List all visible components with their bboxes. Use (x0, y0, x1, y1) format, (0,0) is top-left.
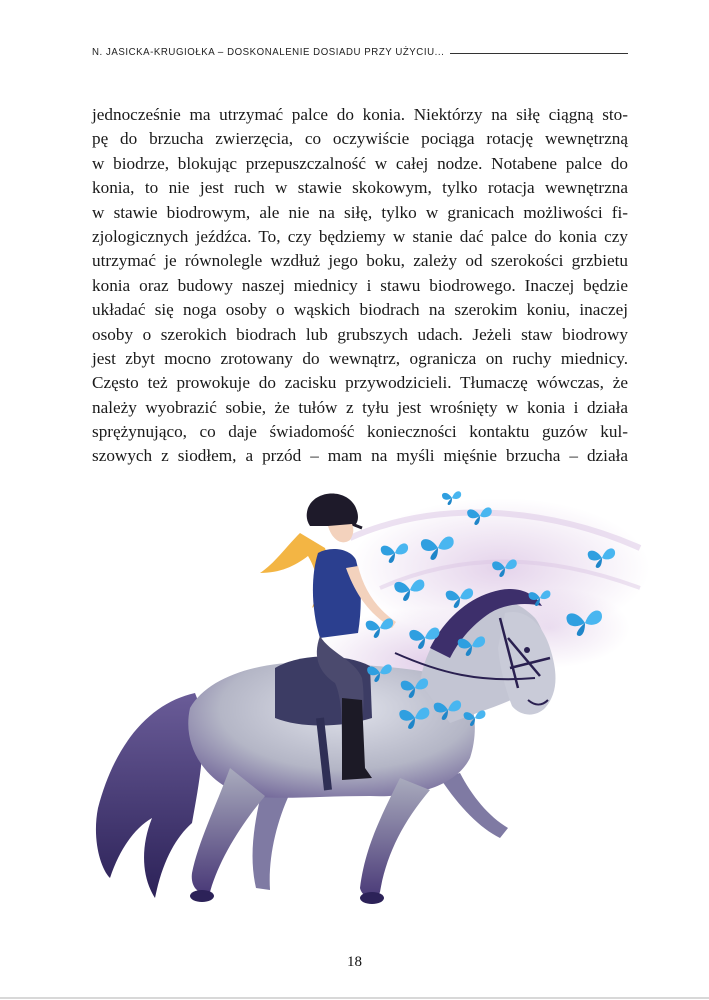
page-number: 18 (347, 954, 362, 970)
text-line: w stawie biodrowym, ale nie na siłę, tylko w granicach możliwości fi- (92, 202, 628, 222)
text-line: Często też prowokuje do zacisku przywodzicieli. Tłumaczę wówczas, że (92, 373, 628, 393)
text-line: szowych z siodłem, a przód – mam na myśli mięśnie brzucha – działa (92, 446, 628, 466)
horse-hoof (190, 890, 214, 902)
text-line: układać się noga osoby o wąskich biodrach na szerokim koniu, inaczej (92, 300, 628, 320)
running-head (92, 40, 632, 64)
text-line: w biodrze, blokując przepuszczalność w całej nodze. Notabene palce do (92, 153, 628, 173)
text-line: konia oraz budowy naszej miednicy i stawu biodrowego. Inaczej będzie (92, 275, 628, 295)
text-line: jest zbyt mocno zrotowany do wewnątrz, ogranicza on ruchy miednicy. (92, 348, 628, 368)
header-rule (450, 53, 628, 54)
text-line: sprężynująco, co daje świadomość konieczności kontaktu guzów kul- (92, 422, 628, 442)
text-line: konia, to nie jest ruch w stawie skokowym, tylko rotacja wewnętrzna (92, 178, 628, 198)
horse-rider-illustration (80, 478, 660, 926)
horse-leg-far-front (440, 773, 508, 838)
text-line: zjologicznych jeźdźca. To, czy będziemy w stanie dać palce do konia czy (92, 226, 628, 246)
running-title: N. JASICKA-KRUGIOŁKA – DOSKONALENIE DOSIADU PRZY UŻYCIU... (92, 46, 445, 58)
horse-eye (524, 647, 530, 653)
rider-shirt (313, 549, 361, 638)
text-line: pę do brzucha zwierzęcia, co oczywiście pociąga rotację wewnętrzną (92, 129, 628, 149)
bottom-edge (0, 997, 709, 999)
text-line: osoby o szerokich biodrach lub grubszych udach. Jeżeli staw biodrowy (92, 324, 628, 344)
text-line: jednocześnie ma utrzymać palce do konia. Niektórzy na siłę ciągną sto- (92, 105, 628, 124)
body-text (92, 103, 628, 469)
helmet (307, 493, 358, 526)
horse-tail (96, 693, 203, 898)
text-line: utrzymać je równolegle wzdłuż jego boku, zależy od szerokości grzbietu (92, 251, 628, 271)
horse-hoof (360, 892, 384, 904)
text-line: należy wyobrazić sobie, że tułów z tyłu jest wrośnięty w konia i działa (92, 397, 628, 417)
